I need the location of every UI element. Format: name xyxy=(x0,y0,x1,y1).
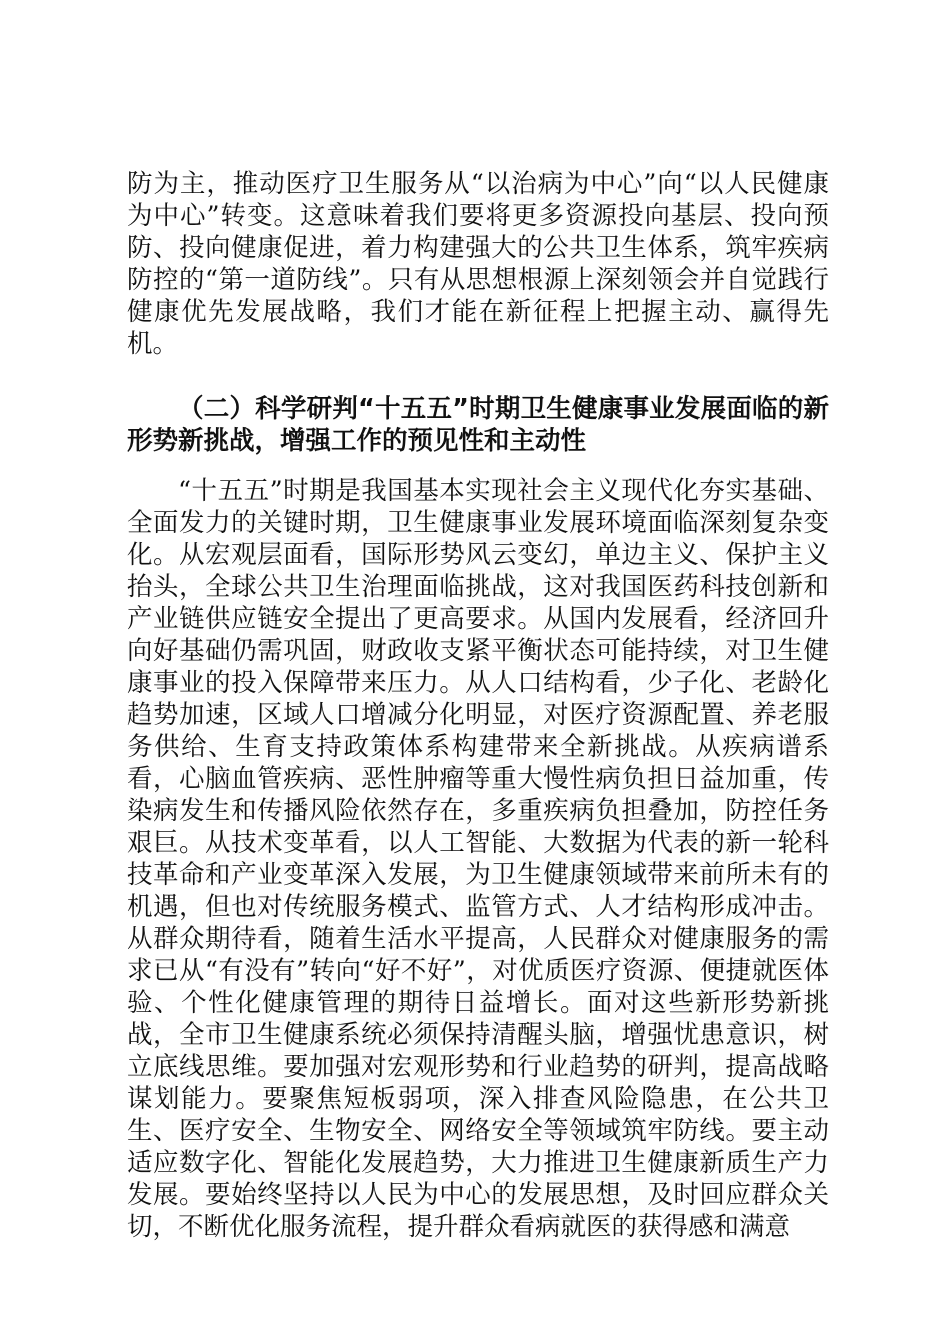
body-paragraph: “十五五”时期是我国基本实现社会主义现代化夯实基础、全面发力的关键时期，卫生健康事业发展环境面临深刻复杂变化。从宏观层面看，国际形势风云变幻，单边主义、保护主义抬头，全球公共卫生治理面临挑战，这对我国医药科技创新和产业链供应链安全提出了更高要求。从国内发展看，经济回升向好基础仍需巩固，财政收支紧平衡状态可能持续，对卫生健康事业的投入保障带来压力。从人口结构看，少子化、老龄化趋势加速，区域人口增减分化明显，对医疗资源配置、养老服务供给、生育支持政策体系构建带来全新挑战。从疾病谱系看，心脑血管疾病、恶性肿瘤等重大慢性病负担日益加重，传染病发生和传播风险依然存在，多重疾病负担叠加，防控任务艰巨。从技术变革看，以人工智能、大数据为代表的新一轮科技革命和产业变革深入发展，为卫生健康领域带来前所未有的机遇，但也对传统服务模式、监管方式、人才结构形成冲击。从群众期待看，随着生活水平提高，人民群众对健康服务的需求已从“有没有”转向“好不好”，对优质医疗资源、便捷就医体验、个性化健康管理的期待日益增长。面对这些新形势新挑战，全市卫生健康系统必须保持清醒头脑，增强忧患意识，树立底线思维。要加强对宏观形势和行业趋势的研判，提高战略谋划能力。要聚焦短板弱项，深入排查风险隐患，在公共卫生、医疗安全、生物安全、网络安全等领域筑牢防线。要主动适应数字化、智能化发展趋势，大力推进卫生健康新质生产力发展。要始终坚持以人民为中心的发展思想，及时回应群众关切，不断优化服务流程，提升群众看病就医的获得感和满意 xyxy=(127,476,829,1242)
paragraph-gap xyxy=(127,457,829,475)
section-heading: （二）科学研判“十五五”时期卫生健康事业发展面临的新形势新挑战，增强工作的预见性和主动性 xyxy=(127,394,829,456)
paragraph-continuation: 防为主，推动医疗卫生服务从“以治病为中心”向“以人民健康为中心”转变。这意味着我们要将更多资源投向基层、投向预防、投向健康促进，着力构建强大的公共卫生体系，筑牢疾病防控的“第一道防线”。只有从思想根源上深刻领会并自觉践行健康优先发展战略，我们才能在新征程上把握主动、赢得先机。 xyxy=(127,169,829,359)
document-body xyxy=(127,168,829,1243)
